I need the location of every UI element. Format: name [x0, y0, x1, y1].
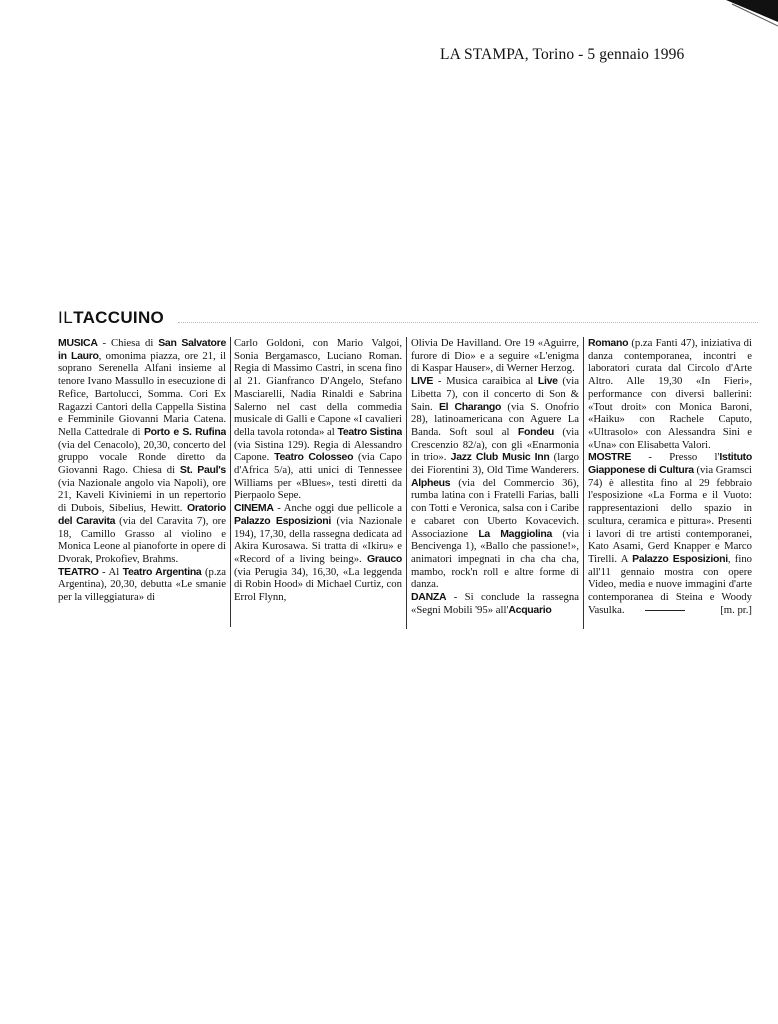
venue-name: LIVE [411, 375, 434, 388]
venue-name: TEATRO [58, 565, 99, 578]
column-divider [230, 337, 231, 627]
body-text: - Musica caraibica al [433, 375, 538, 388]
publication-header: LA STAMPA, Torino - 5 gennaio 1996 [440, 46, 685, 63]
body-text: (via Capo d'Africa 5/a), atti unici di Tennessee Williams per «Blues», testi diretti da Pierpaolo Sepe. [234, 451, 402, 502]
venue-name: Live [537, 375, 558, 388]
paragraph [58, 566, 226, 604]
paragraph [234, 502, 402, 604]
body-text: - Al [98, 565, 123, 578]
paragraph [588, 451, 752, 616]
body-text: (p.za Argentina), 20,30, debutta «Le smanie per la villeggiatura» di [58, 565, 226, 604]
body-text: - Presso l' [631, 451, 720, 464]
section-title [58, 308, 164, 328]
body-text: (via S. Onofrio 28), latinoamericana con Aguere La Banda. Soft soul al [411, 400, 579, 438]
venue-name: San Salvatore in Lauro [58, 337, 226, 362]
venue-name: Porto e S. Rufina [143, 425, 226, 438]
paragraph [411, 375, 579, 591]
body-text: - Chiesa di [97, 337, 159, 349]
venue-name: MUSICA [58, 337, 98, 349]
paragraph [588, 337, 752, 451]
body-text: (via Crescenzio 82/a), con gli «Enarmonia in trio». [411, 425, 579, 464]
venue-name: El Charango [438, 400, 502, 413]
paragraph [411, 591, 579, 616]
title-rule [178, 322, 758, 323]
venue-name: DANZA [411, 591, 447, 604]
body-text: (via del Caravita 7), ore 18, Camillo Grasso al violino e Monica Leone al pianoforte in opere di Dvorak, Prokofiev, Brahms. [58, 514, 226, 565]
venue-name: Alpheus [411, 476, 451, 489]
paragraph [58, 337, 226, 566]
venue-name: St. Paul's [179, 464, 226, 477]
body-text: (via del Commercio 36), rumba latina con i Fratelli Farias, balli con Totti e Veronica, salsa con i Caribe e cabaret con Uberto Kovacevich. Associazione [411, 476, 579, 540]
venue-name: MOSTRE [588, 451, 632, 464]
venue-name: CINEMA [234, 502, 274, 515]
scan-corner-mark [718, 0, 778, 30]
paragraph [234, 337, 402, 502]
author-signoff: [m. pr.] [720, 603, 752, 616]
body-text: - Anche oggi due pellicole a [273, 502, 402, 515]
article-column-2 [234, 337, 402, 627]
venue-name: Grauco [367, 552, 402, 565]
body-text: Carlo Goldoni, con Mario Valgoi, Sonia Bergamasco, Luciano Roman. Regia di Massimo Castri, in scena fino al 21. Gianfranco D'Angelo, Stefano Masciarelli, Nadia Rinaldi e Sabrina Salerno nel cast della commedia musicale di Galli e Capone «I cavalieri della tavola rotonda» al [234, 337, 402, 438]
body-text: (via Bencivenga 1), «Ballo che passione!», animatori impegnati in cha cha cha, mambo, rock'n roll e altre forme di danza. [411, 527, 579, 591]
body-text: - Si conclude la rassegna «Segni Mobili '95» all' [411, 591, 579, 616]
venue-name: Jazz Club Music Inn [450, 451, 550, 464]
article-column-3 [411, 337, 579, 772]
body-text: (via Perugia 34), 16,30, «La leggenda di Robin Hood» di Michael Curtiz, con Errol Flynn, [234, 565, 402, 604]
body-text: (via del Cenacolo), 20,30, concerto del gruppo vocale Ronde diretto da Giovanni Rago. Chiesa di [58, 438, 226, 477]
paragraph [411, 337, 579, 375]
venue-name: La Maggiolina [478, 527, 553, 540]
venue-name: Fondeu [517, 425, 554, 438]
venue-name: Palazzo Esposizioni [632, 552, 728, 565]
venue-name: Teatro Sistina [337, 425, 402, 438]
body-text: (largo dei Fiorentini 3), Old Time Wanderers. [411, 451, 579, 477]
venue-name: Istituto Giapponese di Cultura [588, 451, 752, 477]
body-text: , fino all'11 gennaio mostra con opere Video, media e nuove immagini d'arte contemporanea di Steina e Woody Vasulka. [588, 552, 752, 616]
venue-name: Teatro Colosseo [274, 451, 354, 464]
signoff-rule [645, 610, 685, 611]
venue-name: Acquario [508, 603, 552, 616]
column-divider [406, 337, 407, 629]
body-text: , omonima piazza, ore 21, il soprano Serenella Alfani insieme al tenore Ivano Massullo in esecuzione di Refice, Bartolucci, Somma. Cori Ex Ragazzi Cantori della Cappella Sistina e Femminile Giovanni Maria Catena. Nella Cattedrale di [58, 349, 226, 438]
body-text: (via Sistina 129). Regia di Alessandro Capone. [234, 438, 402, 464]
body-text: (via Gramsci 74) è allestita fino al 29 febbraio l'esposizione «La Forma e il Vuoto: rappresentazioni dello spazio in scultura, ceramica e pittura». Presenti i lavori di tre artisti contemporanei, Kato Asami, Gerd Knapper e Marco Tirelli. A [588, 464, 752, 565]
body-text: (via Nazionale 194), 17,30, della rassegna dedicata ad Akira Kurosawa. Si tratta di «Ikiru» e «Record of a living being». [234, 514, 402, 565]
column-divider [583, 337, 584, 629]
section-title-prefix: IL [58, 308, 74, 327]
venue-name: Teatro Argentina [122, 565, 202, 578]
venue-name: Palazzo Esposizioni [234, 514, 331, 527]
body-text: (via Libetta 7), con il concerto di Son & Sain. [411, 375, 579, 413]
venue-name: Romano [588, 337, 629, 349]
body-text: (via Nazionale angolo via Napoli), ore 21, Kaveli Kiviniemi in un repertorio di Dubois, Sibelius, Hewitt. [58, 476, 226, 515]
article-column-1 [58, 337, 226, 627]
venue-name: Oratorio del Caravita [58, 502, 226, 527]
article-column-4 [588, 337, 752, 632]
body-text: (p.za Fanti 47), iniziativa di danza contemporanea, incontri e laboratori curata dal Circolo d'Arte Altro. Alle 19,30 «In Fieri», performance con diversi ballerini: «Tout droit» con Monica Baroni, «Haiku» con Rachele Caputo, «Ultrasolo» con Alessandra Sini e «Una» con Elisabetta Valori. [588, 337, 752, 451]
body-text: Olivia De Havilland. Ore 19 «Aguirre, furore di Dio» e a seguire «L'enigma di Kaspar Hauser», di Werner Herzog. [411, 337, 579, 375]
section-title-main: TACCUINO [73, 308, 165, 327]
